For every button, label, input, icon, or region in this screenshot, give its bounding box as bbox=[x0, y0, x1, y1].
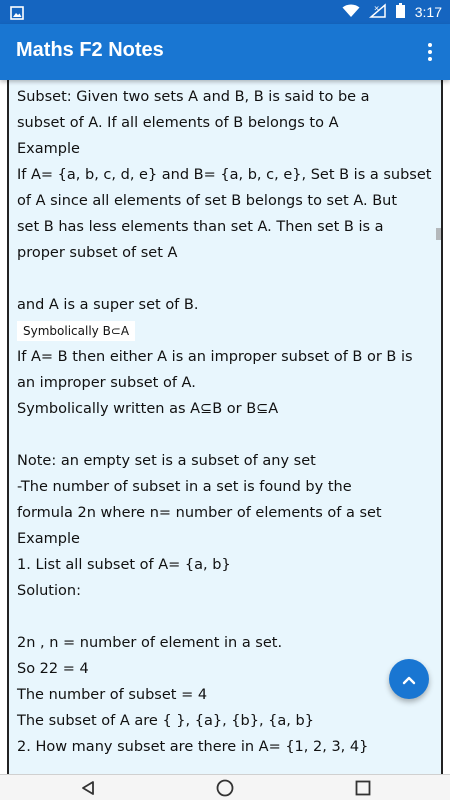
note-line: -The number of subset in a set is found by the bbox=[17, 479, 352, 495]
blank-line bbox=[17, 604, 435, 630]
note-line: Note: an empty set is a subset of any set bbox=[17, 453, 316, 469]
symbolic-line bbox=[17, 318, 435, 344]
note-line: and A is a super set of B. bbox=[17, 297, 199, 313]
back-icon[interactable] bbox=[78, 779, 98, 797]
battery-icon bbox=[396, 3, 405, 22]
image-icon bbox=[10, 5, 24, 24]
note-line: Solution: bbox=[17, 583, 81, 599]
note-line: The subset of A are { }, {a}, {b}, {a, b} bbox=[17, 713, 314, 729]
blank-line bbox=[17, 422, 435, 448]
scroll-to-top-button[interactable] bbox=[389, 659, 429, 699]
scrollbar-thumb[interactable] bbox=[436, 228, 441, 240]
note-content[interactable] bbox=[7, 80, 443, 774]
note-line: an improper subset of A. bbox=[17, 375, 196, 391]
note-text bbox=[17, 70, 435, 760]
note-line: 2. How many subset are there in A= {1, 2, 3, 4} bbox=[17, 739, 369, 755]
note-line: So 22 = 4 bbox=[17, 661, 89, 677]
blank-line bbox=[17, 266, 435, 292]
wifi-icon bbox=[342, 3, 360, 22]
note-line: set B has less elements than set A. Then set B is a bbox=[17, 219, 384, 235]
note-line: If A= B then either A is an improper subset of B or B is bbox=[17, 349, 413, 365]
symbol-image-label: Symbolically B⊂A bbox=[17, 321, 135, 341]
note-line: The number of subset = 4 bbox=[17, 687, 208, 703]
note-line: proper subset of set A bbox=[17, 245, 178, 261]
recents-icon[interactable] bbox=[353, 779, 373, 797]
app-title: Maths F2 Notes bbox=[16, 39, 164, 61]
note-line: Example bbox=[17, 141, 80, 157]
status-time: 3:17 bbox=[414, 4, 442, 20]
app-bar bbox=[0, 24, 450, 80]
note-line: Symbolically written as A⊆B or B⊆A bbox=[17, 401, 279, 417]
more-vert-icon[interactable] bbox=[420, 38, 440, 66]
note-line: If A= {a, b, c, d, e} and B= {a, b, c, e}, Set B is a subset bbox=[17, 167, 432, 183]
note-line: 2n , n = number of element in a set. bbox=[17, 635, 283, 651]
note-line: formula 2n where n= number of elements of a set bbox=[17, 505, 382, 521]
status-bar bbox=[0, 0, 450, 24]
chevron-up-icon bbox=[402, 670, 416, 689]
home-icon[interactable] bbox=[215, 779, 235, 797]
note-line: subset of A. If all elements of B belongs to A bbox=[17, 115, 339, 131]
note-line: Example bbox=[17, 531, 80, 547]
signal-icon bbox=[370, 3, 386, 22]
note-line: of A since all elements of set B belongs to set A. But bbox=[17, 193, 398, 209]
note-line: Subset: Given two sets A and B, B is said to be a bbox=[17, 89, 370, 105]
note-line: 1. List all subset of A= {a, b} bbox=[17, 557, 231, 573]
system-nav-bar bbox=[0, 774, 450, 800]
